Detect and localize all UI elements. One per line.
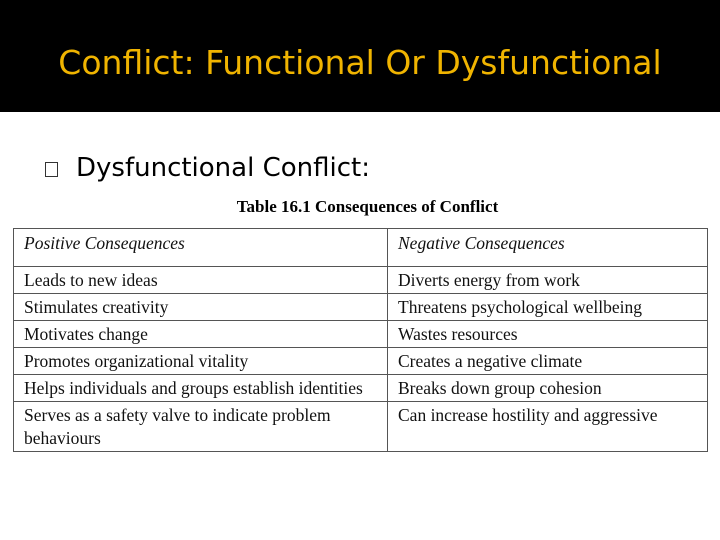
negative-item: Creates a negative climate (388, 347, 707, 374)
table-row (14, 321, 708, 375)
negative-item: Breaks down group cohesion (398, 378, 602, 398)
bullet-text: Dysfunctional Conflict: (76, 153, 370, 183)
negative-cell (388, 321, 708, 375)
bullet-item (45, 150, 370, 186)
positive-item: Leads to new ideas (24, 270, 158, 290)
square-bullet-icon (45, 162, 58, 177)
negative-item: Can increase hostility and aggressive (398, 405, 658, 425)
negative-cell (388, 375, 708, 402)
positive-item: Serves as a safety valve to indicate problem behaviours (24, 405, 331, 448)
negative-cell (388, 402, 708, 452)
positive-header: Positive Consequences (14, 229, 388, 267)
positive-item: Motivates change (24, 324, 148, 344)
positive-cell (14, 267, 388, 321)
table-row (14, 402, 708, 452)
table-row (14, 375, 708, 402)
negative-item: Threatens psychological wellbeing (388, 293, 707, 320)
table-row (14, 267, 708, 321)
negative-item: Wastes resources (398, 324, 518, 344)
positive-cell (14, 321, 388, 375)
positive-item: Helps individuals and groups establish identities (24, 378, 363, 398)
slide-title: Conflict: Functional Or Dysfunctional (58, 43, 662, 82)
negative-cell (388, 267, 708, 321)
positive-item: Stimulates creativity (14, 293, 387, 320)
consequences-table (13, 228, 708, 452)
table-header-row (14, 229, 708, 267)
table-caption: Table 16.1 Consequences of Conflict (236, 197, 499, 216)
negative-item: Diverts energy from work (398, 270, 580, 290)
positive-cell (14, 402, 388, 452)
positive-cell (14, 375, 388, 402)
negative-header: Negative Consequences (388, 229, 708, 267)
positive-item: Promotes organizational vitality (14, 347, 387, 374)
